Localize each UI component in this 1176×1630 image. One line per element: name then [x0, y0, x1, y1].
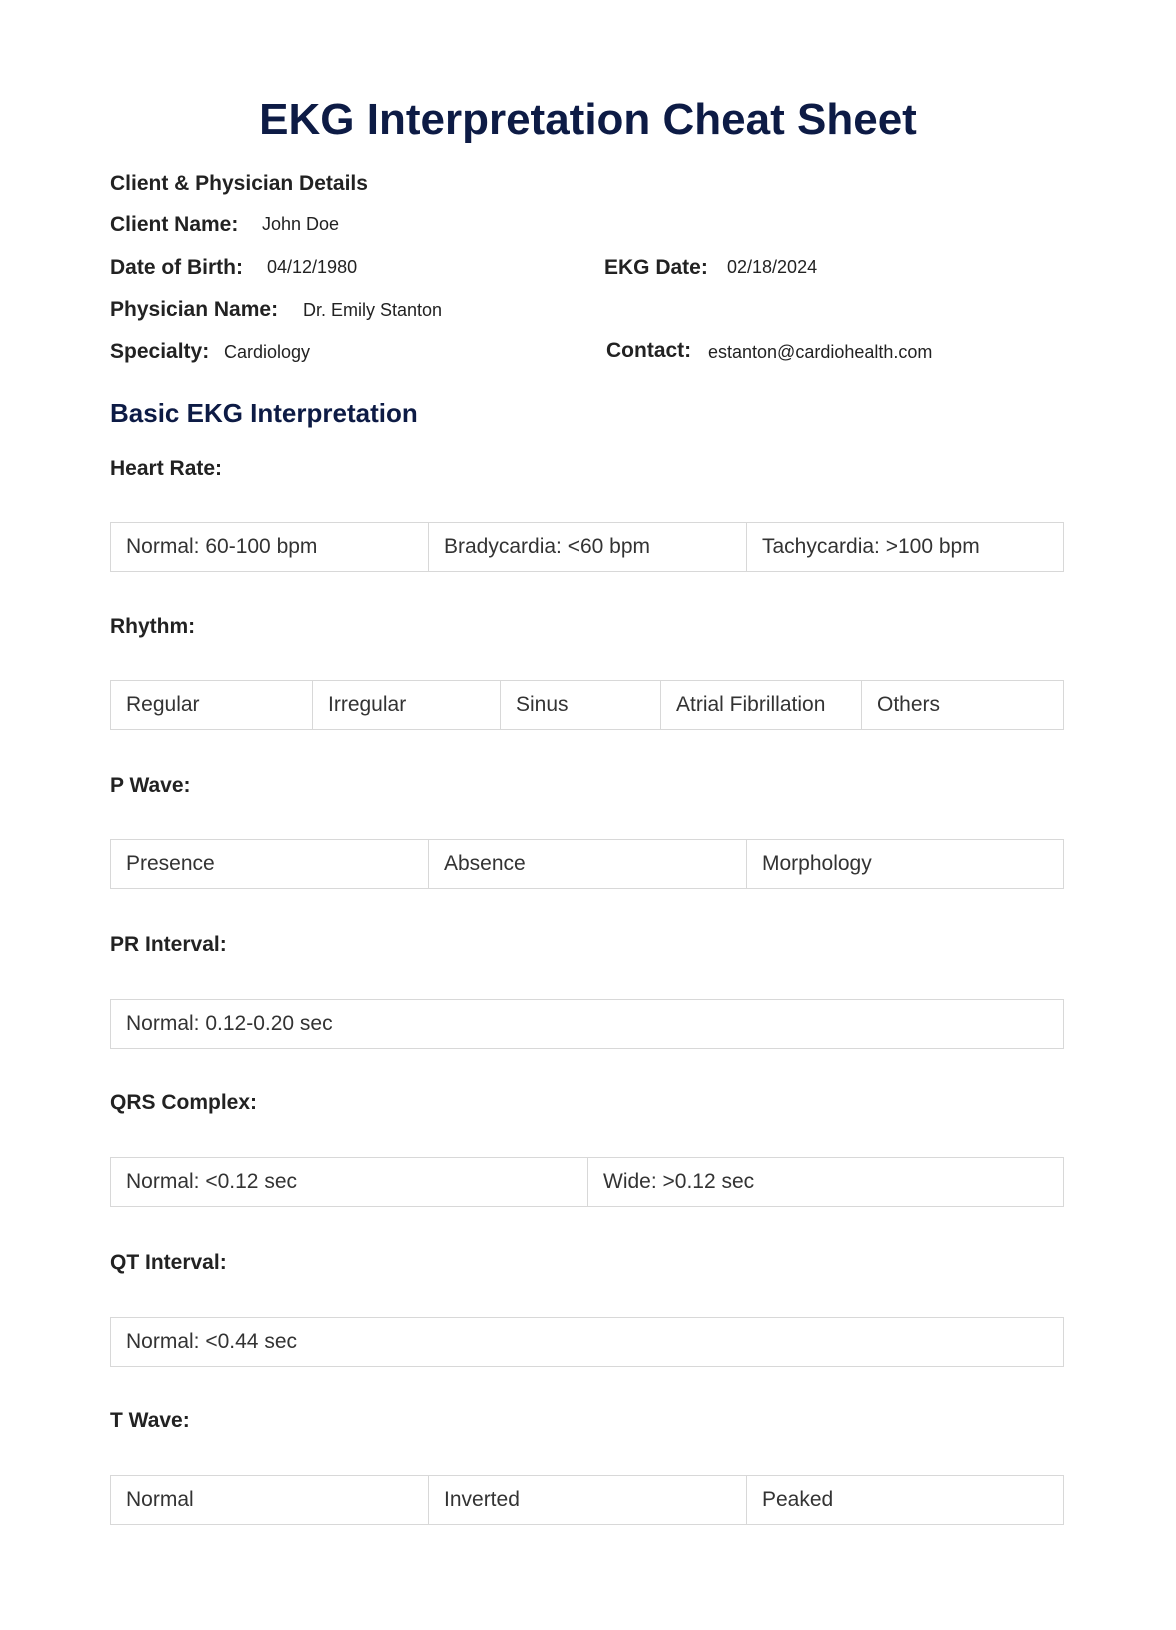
- p-wave-option: Morphology: [762, 852, 872, 875]
- rhythm-option: Regular: [111, 681, 313, 729]
- details-heading: Client & Physician Details: [110, 172, 368, 195]
- p-wave-option: Absence: [429, 840, 747, 888]
- physician-value: Dr. Emily Stanton: [303, 300, 443, 320]
- rhythm-label: Rhythm:: [110, 615, 196, 638]
- rhythm-option: Others: [877, 693, 941, 716]
- rhythm-option: Atrial Fibrillation: [661, 681, 862, 729]
- heart-rate-option: Tachycardia: >100 bpm: [762, 535, 980, 558]
- t-wave-label: T Wave:: [110, 1409, 190, 1432]
- t-wave-option: Normal: [111, 1476, 429, 1524]
- heart-rate-option: Bradycardia: <60 bpm: [429, 523, 747, 571]
- pr-interval-option: Normal: 0.12-0.20 sec: [126, 1012, 333, 1035]
- pr-interval-table: [110, 999, 1064, 1049]
- pr-interval-label: PR Interval:: [110, 933, 227, 956]
- rhythm-option: Sinus: [501, 681, 661, 729]
- ekg-date-value: 02/18/2024: [727, 257, 818, 277]
- t-wave-option: Inverted: [429, 1476, 747, 1524]
- contact-value: estanton@cardiohealth.com: [708, 342, 933, 362]
- heart-rate-label: Heart Rate:: [110, 457, 223, 480]
- t-wave-table: [110, 1475, 1064, 1525]
- qrs-complex-option: Wide: >0.12 sec: [603, 1170, 755, 1193]
- qt-interval-label: QT Interval:: [110, 1251, 227, 1274]
- ekg-date-label: EKG Date:: [604, 256, 708, 279]
- qrs-complex-option: Normal: <0.12 sec: [111, 1158, 588, 1206]
- specialty-label: Specialty:: [110, 340, 210, 363]
- qt-interval-table: [110, 1317, 1064, 1367]
- client-name-label: Client Name:: [110, 213, 239, 236]
- qrs-complex-table: [110, 1157, 1064, 1207]
- page-title: EKG Interpretation Cheat Sheet: [259, 95, 917, 144]
- t-wave-option: Peaked: [762, 1488, 834, 1511]
- dob-label: Date of Birth:: [110, 256, 243, 279]
- p-wave-label: P Wave:: [110, 774, 191, 797]
- heart-rate-option: Normal: 60-100 bpm: [111, 523, 429, 571]
- section-title: Basic EKG Interpretation: [110, 398, 418, 428]
- rhythm-table: [110, 680, 1064, 730]
- client-name-value: John Doe: [262, 214, 340, 234]
- qrs-complex-label: QRS Complex:: [110, 1091, 258, 1114]
- physician-label: Physician Name:: [110, 298, 279, 321]
- p-wave-table: [110, 839, 1064, 889]
- qt-interval-option: Normal: <0.44 sec: [126, 1330, 297, 1353]
- contact-label: Contact:: [606, 339, 692, 362]
- dob-value: 04/12/1980: [267, 257, 358, 277]
- heart-rate-table: [110, 522, 1064, 572]
- rhythm-option: Irregular: [313, 681, 501, 729]
- p-wave-option: Presence: [111, 840, 429, 888]
- specialty-value: Cardiology: [224, 342, 311, 362]
